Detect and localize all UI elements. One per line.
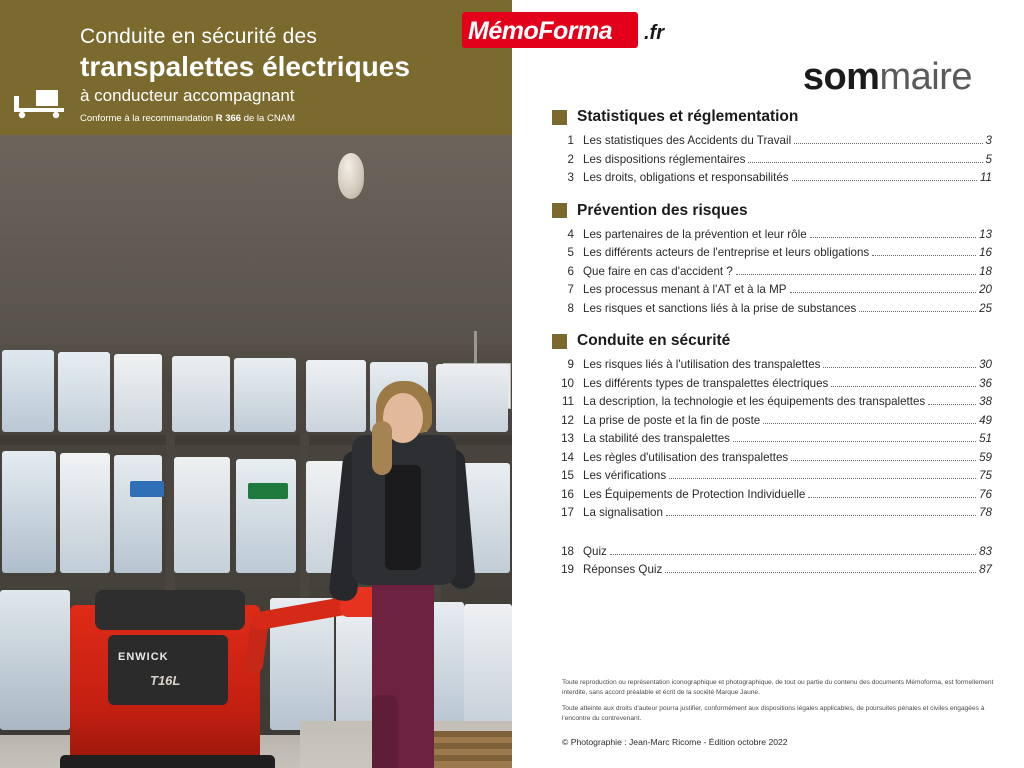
toc-number: 17 <box>561 506 574 519</box>
legal-paragraph-1: Toute reproduction ou représentation iconographique et photographique, de tout ou partie du contenu des documents Mémoforma, est formellement interdite, sans accord préalable et écrit de la société Marque Jaune. <box>562 679 994 696</box>
memoforma-logo <box>462 12 682 52</box>
toc-label: Que faire en cas d'accident ? <box>583 264 733 278</box>
toc-number: 10 <box>561 376 574 390</box>
toc-label: Les Équipements de Protection Individuelle <box>583 487 806 501</box>
photo-truck-brand: ENWICK <box>118 651 169 663</box>
photo-operator-hair-side <box>372 421 392 475</box>
toc-group-quiz <box>552 543 992 580</box>
cover-title-line3: à conducteur accompagnant <box>80 86 295 105</box>
conformity-suffix: de la CNAM <box>241 113 295 124</box>
toc-number: 1 <box>567 134 574 147</box>
toc-page: 51 <box>979 432 992 445</box>
toc-row[interactable] <box>552 263 992 282</box>
toc-section-header <box>552 108 992 126</box>
toc-leader <box>748 162 982 163</box>
toc-page: 25 <box>979 301 992 315</box>
photo-pallet-truck-panel <box>108 635 228 705</box>
photo-truck-model: T16L <box>150 673 181 688</box>
logo-wordmark <box>468 17 612 46</box>
toc-label: Réponses Quiz <box>583 563 663 576</box>
cover-title-line2: transpalettes électriques <box>80 51 410 82</box>
toc-row[interactable] <box>552 356 992 375</box>
toc-label: Les droits, obligations et responsabilités <box>583 171 789 184</box>
photo-operator-top <box>385 465 421 570</box>
toc-leader <box>794 143 982 144</box>
section-title: Prévention des risques <box>577 201 748 219</box>
toc-group-conduite <box>552 332 992 523</box>
toc-page: 11 <box>979 171 992 184</box>
toc-row[interactable] <box>552 132 992 151</box>
conformity-code: R 366 <box>215 113 242 124</box>
toc-number: 12 <box>561 413 574 427</box>
toc-label: Les dispositions réglementaires <box>583 152 746 166</box>
legal-paragraph-2: Toute atteinte aux droits d'auteur pourra justifier, conformément aux dispositions légales applicables, de poursuites pénales et civiles engagées à l'encontre du contrevenant. <box>562 705 985 722</box>
toc-page: 49 <box>979 413 992 427</box>
toc-row[interactable] <box>552 543 992 562</box>
toc-leader <box>792 180 977 181</box>
toc-leader <box>810 237 976 238</box>
toc-label: Les différents types de transpalettes électriques <box>583 376 829 390</box>
photo-pallet-truck-hood <box>95 590 245 630</box>
section-bullet-icon <box>552 203 567 218</box>
toc-leader <box>669 478 976 479</box>
toc-row[interactable] <box>552 486 992 505</box>
toc-page: 30 <box>979 358 992 371</box>
legal-notice <box>562 678 1007 730</box>
page-title <box>803 56 972 99</box>
toc-label: Les processus menant à l'AT et à la MP <box>583 283 787 296</box>
toc-page: 20 <box>979 283 992 296</box>
photo-credit: © Photographie : Jean-Marc Ricome - Édition octobre 2022 <box>562 737 788 747</box>
toc-number: 14 <box>561 450 574 464</box>
toc-page: 18 <box>979 264 992 278</box>
photo-wooden-pallet <box>424 731 512 768</box>
toc-leader <box>808 497 976 498</box>
toc-leader <box>823 367 976 368</box>
toc-label: La signalisation <box>583 506 663 519</box>
toc-leader <box>763 423 976 424</box>
toc-number: 18 <box>561 544 574 558</box>
toc-leader <box>665 572 976 573</box>
toc-leader <box>831 386 976 387</box>
cover-title-line1: Conduite en sécurité des <box>80 25 318 48</box>
toc-row[interactable] <box>552 151 992 170</box>
conformity-prefix: Conforme à la recommandation <box>80 113 216 124</box>
toc-label: Les risques et sanctions liés à la prise de substances <box>583 301 857 315</box>
toc-page: 16 <box>979 246 992 259</box>
toc-leader <box>790 292 977 293</box>
toc-row[interactable] <box>552 226 992 245</box>
toc-row[interactable] <box>552 281 992 300</box>
toc-number: 6 <box>567 264 574 278</box>
cover-conformity <box>80 112 500 126</box>
pallet-truck-icon <box>10 82 70 122</box>
toc-row[interactable] <box>552 393 992 412</box>
toc-number: 9 <box>567 358 574 371</box>
toc-leader <box>733 441 976 442</box>
toc-number: 8 <box>567 301 574 315</box>
toc-page: 78 <box>979 506 992 519</box>
toc-leader <box>736 274 976 275</box>
logo-tld: .fr <box>644 22 664 44</box>
photo-bottle-packs-top <box>0 340 512 435</box>
toc-page: 75 <box>979 469 992 482</box>
toc-page: 13 <box>979 227 992 241</box>
toc-label: Les statistiques des Accidents du Travail <box>583 134 792 147</box>
toc-label: Les risques liés à l'utilisation des transpalettes <box>583 358 821 371</box>
toc-row[interactable] <box>552 169 992 188</box>
toc-page: 3 <box>985 134 992 147</box>
table-of-contents <box>552 108 992 594</box>
toc-row[interactable] <box>552 430 992 449</box>
logo-forma: Forma <box>538 17 613 45</box>
section-bullet-icon <box>552 110 567 125</box>
toc-page: 5 <box>985 152 992 166</box>
toc-leader <box>791 460 976 461</box>
page-title-bold: som <box>802 56 880 98</box>
toc-row[interactable] <box>552 244 992 263</box>
toc-row[interactable] <box>552 449 992 468</box>
toc-leader <box>859 311 976 312</box>
cover-photograph <box>0 135 512 768</box>
toc-number: 15 <box>561 469 574 482</box>
toc-page: 83 <box>979 544 992 558</box>
toc-number: 11 <box>561 395 574 408</box>
toc-number: 13 <box>561 432 574 445</box>
toc-leader <box>610 554 976 555</box>
toc-page: 38 <box>979 395 992 408</box>
toc-row[interactable] <box>552 504 992 523</box>
toc-number: 19 <box>561 563 574 576</box>
toc-label: Quiz <box>583 544 607 558</box>
toc-row[interactable] <box>552 561 992 580</box>
toc-label: La prise de poste et la fin de poste <box>583 413 761 427</box>
toc-number: 3 <box>567 171 574 184</box>
sommaire-panel <box>468 0 1024 768</box>
toc-label: Les différents acteurs de l'entreprise et leurs obligations <box>583 246 870 259</box>
section-bullet-icon <box>552 334 567 349</box>
toc-number: 4 <box>567 227 574 241</box>
toc-leader <box>928 404 976 405</box>
photo-pallet-truck-base <box>60 755 275 768</box>
toc-row[interactable] <box>552 412 992 431</box>
toc-number: 7 <box>567 283 574 296</box>
section-title: Conduite en sécurité <box>577 332 731 349</box>
toc-row[interactable] <box>552 467 992 486</box>
toc-number: 5 <box>567 246 574 259</box>
toc-group-statistiques <box>552 108 992 188</box>
toc-page: 36 <box>979 376 992 390</box>
toc-page: 87 <box>979 563 992 576</box>
toc-label: La stabilité des transpalettes <box>583 432 730 445</box>
logo-memo: Mémo <box>468 17 539 45</box>
toc-group-prevention <box>552 202 992 319</box>
toc-section-header <box>552 332 992 350</box>
page-title-light: maire <box>879 56 972 98</box>
toc-page: 59 <box>979 450 992 464</box>
photo-ceiling-lamp <box>338 153 364 199</box>
photo-operator-leg <box>372 695 398 768</box>
toc-section-header <box>552 202 992 220</box>
toc-label: Les vérifications <box>583 469 667 482</box>
toc-row[interactable] <box>552 375 992 394</box>
toc-label: Les règles d'utilisation des transpalettes <box>583 450 789 464</box>
toc-page: 76 <box>979 487 992 501</box>
toc-leader <box>872 255 976 256</box>
toc-label: Les partenaires de la prévention et leur rôle <box>583 227 807 241</box>
toc-leader <box>666 515 976 516</box>
toc-number: 16 <box>561 487 574 501</box>
toc-row[interactable] <box>552 300 992 319</box>
toc-label: La description, la technologie et les équipements des transpalettes <box>583 395 926 408</box>
photo-upper-wall <box>0 135 512 345</box>
cover-header <box>0 0 512 135</box>
toc-number: 2 <box>567 152 574 166</box>
section-title: Statistiques et réglementation <box>577 108 799 125</box>
cover-title-block <box>80 24 500 126</box>
